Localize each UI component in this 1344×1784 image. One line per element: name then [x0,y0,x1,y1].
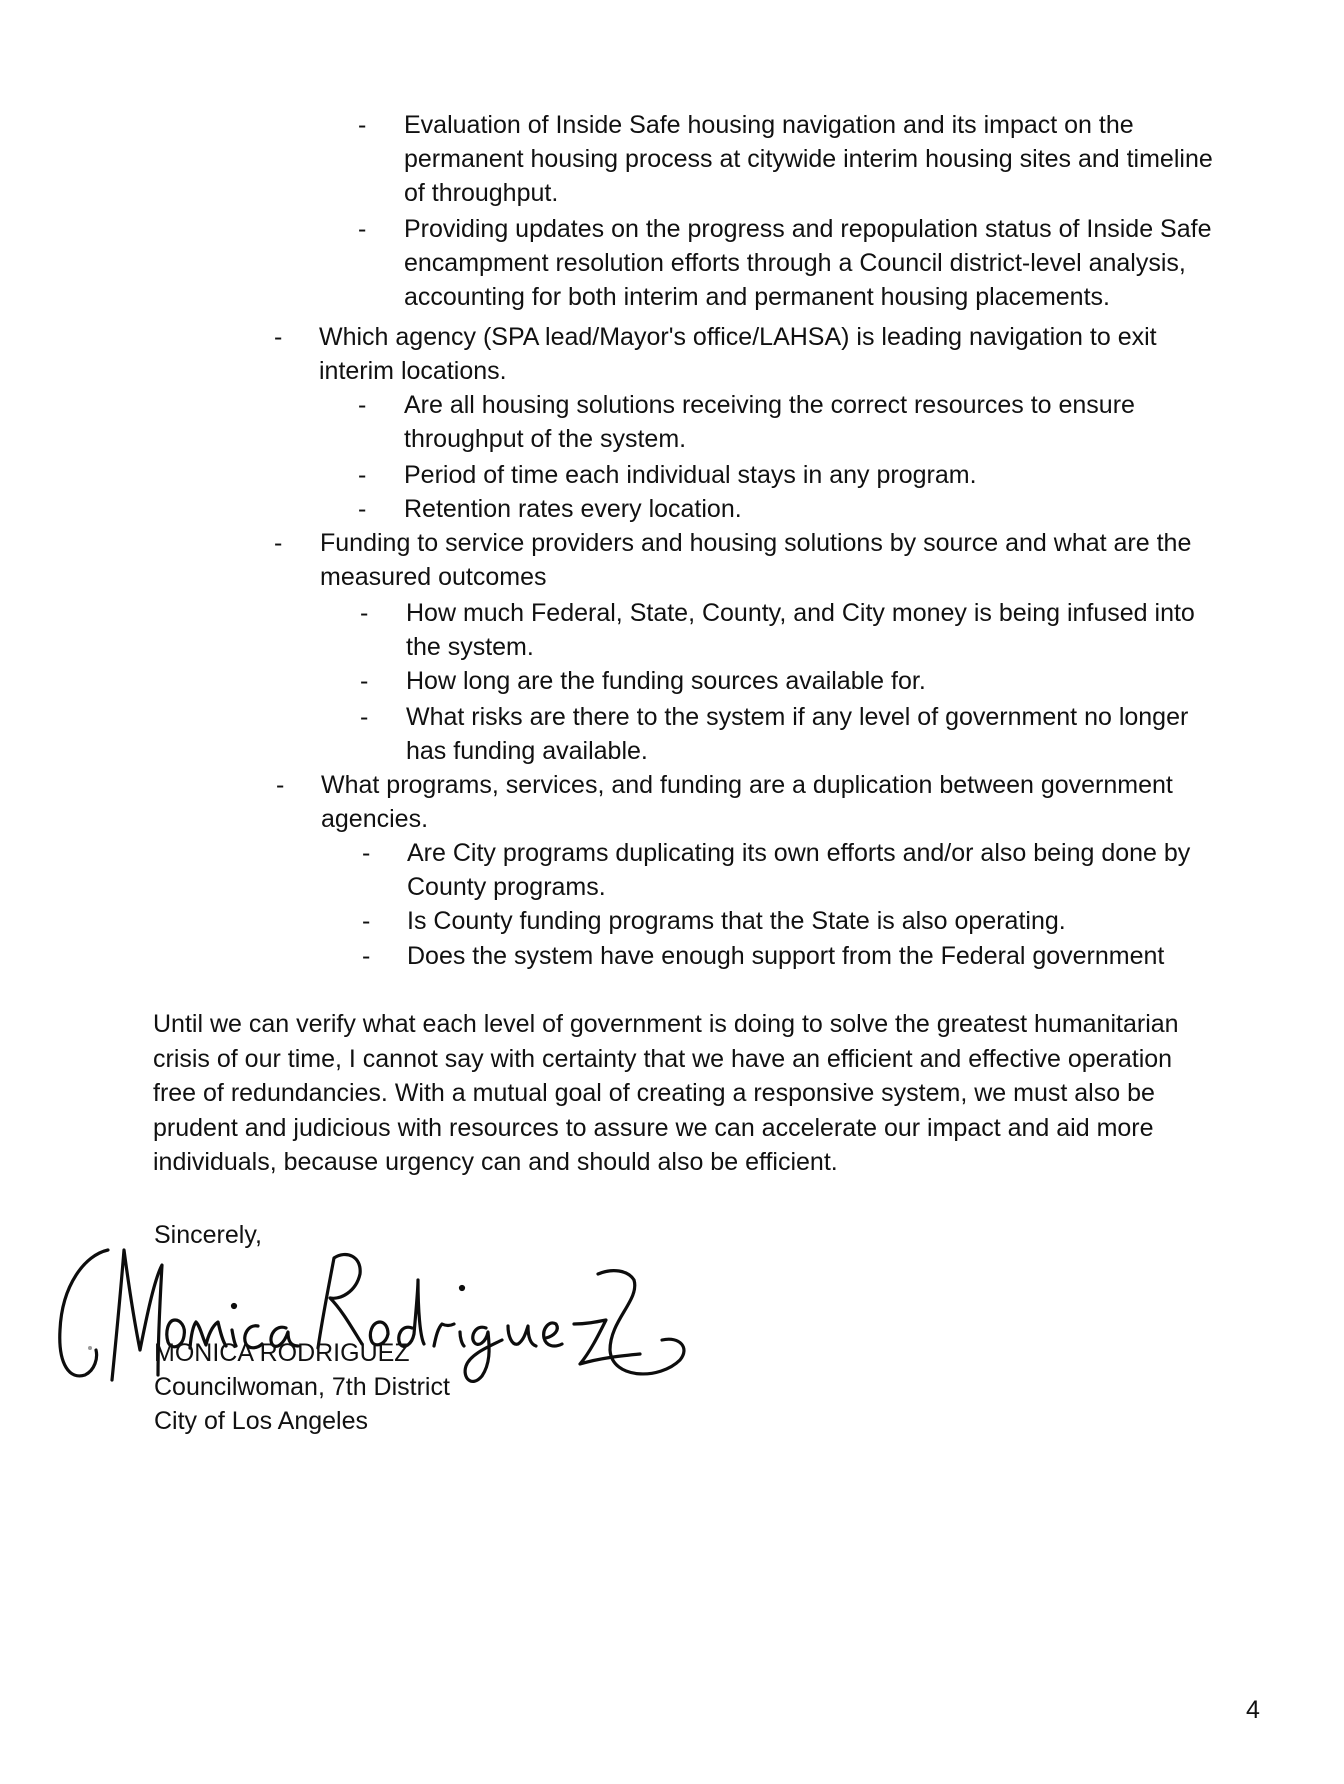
list-item-line: interim locations. [319,357,507,385]
list-item-line: Which agency (SPA lead/Mayor's office/LAHSA) is leading navigation to exit [319,323,1157,351]
salutation: Sincerely, [154,1221,262,1249]
list-item-line: How long are the funding sources available for. [406,667,926,695]
bullet-dash: - [360,703,369,731]
bullet-dash: - [274,529,283,557]
list-item-line: accounting for both interim and permanent housing placements. [404,283,1110,311]
bullet-dash: - [360,667,369,695]
list-item-line: has funding available. [406,737,648,765]
list-item-line: What risks are there to the system if any level of government no longer [406,703,1189,731]
paragraph-line: crisis of our time, I cannot say with certainty that we have an efficient and effective operation [153,1044,1173,1073]
list-item-line: County programs. [407,873,606,901]
list-item-line: encampment resolution efforts through a Council district-level analysis, [404,249,1186,277]
closing-paragraph [153,1007,1243,1180]
list-item-line: permanent housing process at citywide interim housing sites and timeline [404,145,1213,173]
paragraph-line: individuals, because urgency can and should also be efficient. [153,1148,838,1176]
paragraph-line: free of redundancies. With a mutual goal of creating a responsive system, we must also be [153,1079,1155,1107]
page-number: 4 [1246,1696,1260,1724]
bullet-dash: - [276,771,285,799]
signer-organization: City of Los Angeles [154,1407,369,1435]
bullet-dash: - [358,215,367,243]
list-item-line: of throughput. [404,179,559,207]
list-item-line: Are all housing solutions receiving the correct resources to ensure [404,391,1135,419]
paragraph-line: Until we can verify what each level of government is doing to solve the greatest humanitarian [153,1010,1179,1038]
bullet-dash: - [362,942,371,970]
bullet-dash: - [358,461,367,489]
list-item-line: throughput of the system. [404,425,687,453]
bullet-dash: - [274,323,283,351]
list-item-line: Is County funding programs that the State is also operating. [407,907,1066,935]
signer-title: Councilwoman, 7th District [154,1373,450,1401]
list-item-line: Period of time each individual stays in any program. [404,461,977,489]
list-item-line: the system. [406,633,534,661]
bullet-dash: - [358,391,367,419]
list-item-line: Funding to service providers and housing solutions by source and what are the [320,529,1192,557]
list-item-line: What programs, services, and funding are a duplication between government [321,771,1173,799]
signer-name: MONICA RODRIGUEZ [154,1339,410,1367]
bullet-dash: - [360,599,369,627]
list-item-line: Providing updates on the progress and repopulation status of Inside Safe [404,215,1212,243]
bullet-dash: - [362,907,371,935]
list-item-line: Are City programs duplicating its own efforts and/or also being done by [407,839,1191,867]
bullet-dash: - [362,839,371,867]
list-item-line: Retention rates every location. [404,495,742,523]
bullet-dash: - [358,111,367,139]
list-item-line: Does the system have enough support from the Federal government [407,942,1165,970]
paragraph-line: prudent and judicious with resources to assure we can accelerate our impact and aid more [153,1113,1154,1142]
bullet-dash: - [358,495,367,523]
list-item-line: measured outcomes [320,563,547,591]
list-item-line: agencies. [321,805,429,833]
list-item-line: Evaluation of Inside Safe housing navigation and its impact on the [404,111,1134,139]
list-item-line: How much Federal, State, County, and City money is being infused into [406,599,1195,627]
